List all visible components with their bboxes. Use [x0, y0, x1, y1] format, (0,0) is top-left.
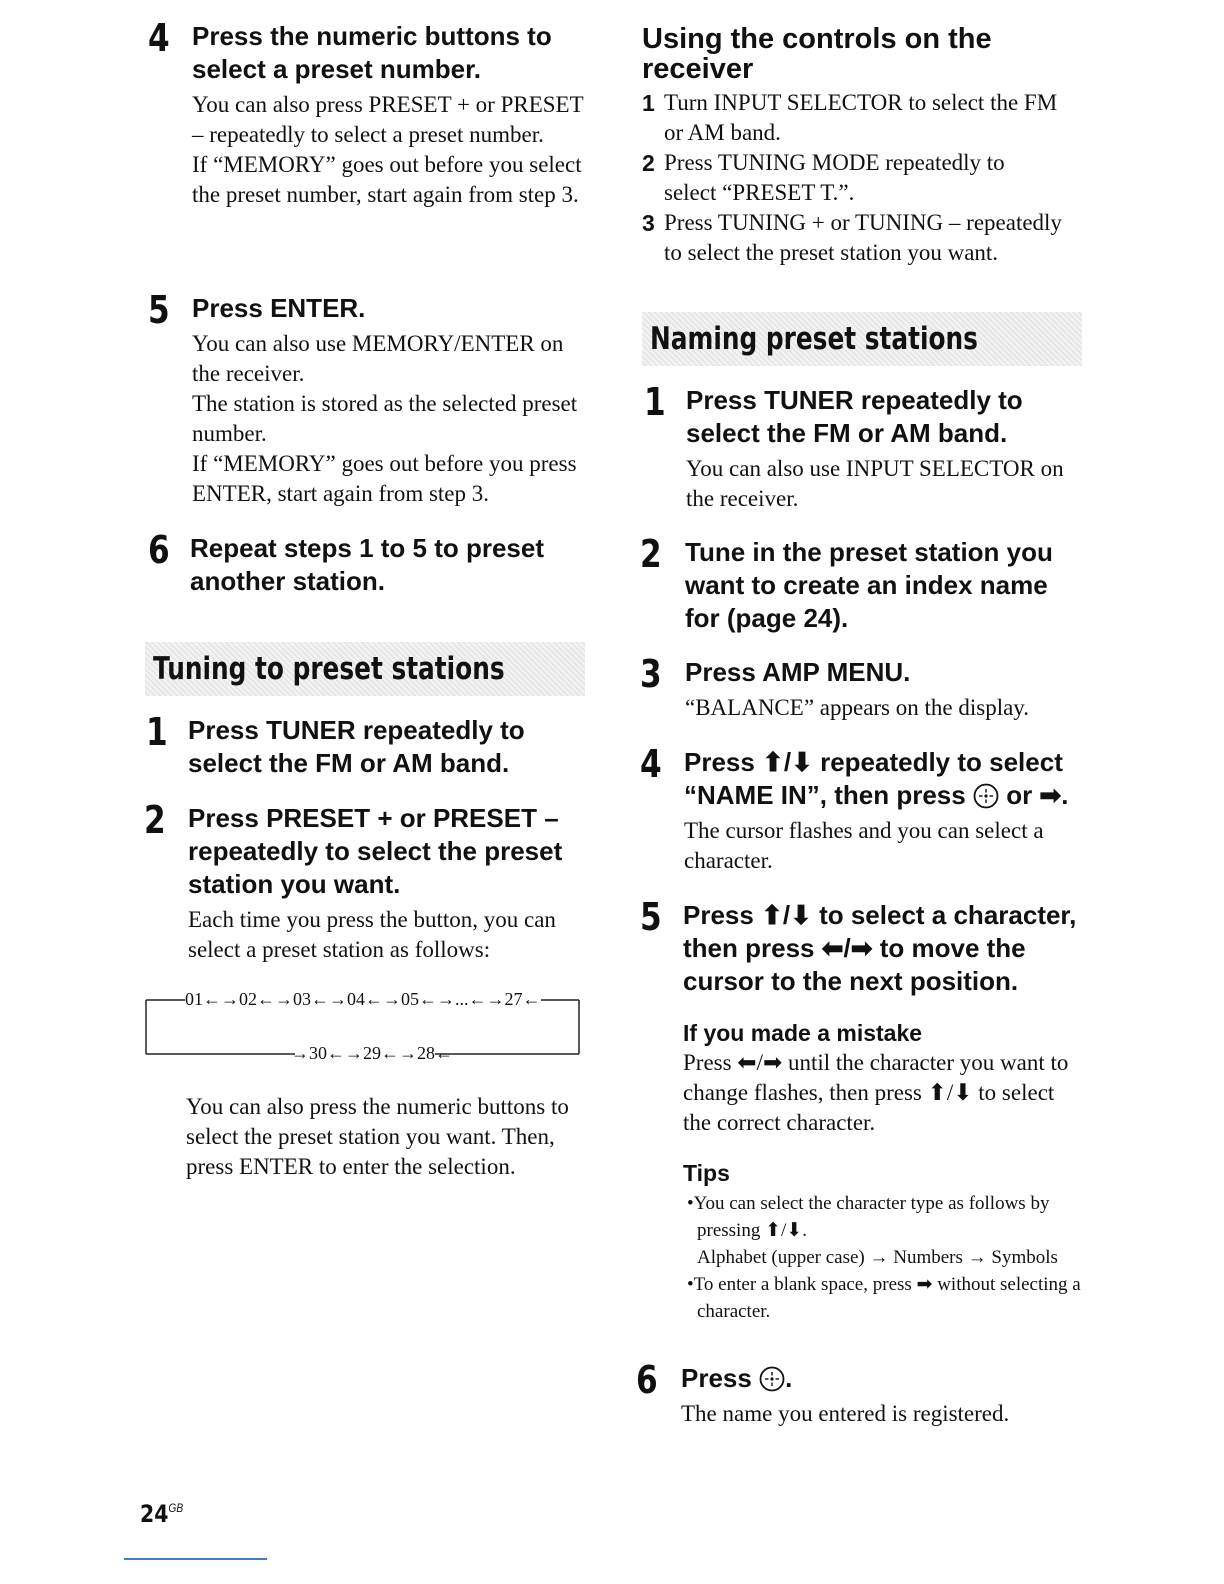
step-heading: Repeat steps 1 to 5 to preset another station. [190, 533, 544, 596]
step-heading: Press PRESET + or PRESET – repeatedly to select the preset station you want. [188, 803, 563, 899]
page-number [140, 1500, 183, 1528]
step-number: 2 [640, 532, 662, 576]
controls-step [642, 208, 1062, 268]
step-heading: Press ⬆/⬇ repeatedly to select “NAME IN”, then press [684, 747, 1063, 810]
controls-step-number: 3 [642, 210, 655, 236]
controls-step-text: Press TUNING + or TUNING – repeatedly to select the preset station you want. [664, 210, 1062, 265]
page-number-value: 24 [140, 1500, 169, 1528]
step-6 [140, 528, 590, 598]
step-number: 5 [640, 895, 662, 939]
step-heading: Press ⬆/⬇ to select a character, then press ⬅/➡ to move the cursor to the next position. [683, 900, 1077, 996]
step-text: If “MEMORY” goes out before you select the preset number, start again from step 3. [192, 152, 582, 207]
step-heading: Press [681, 1363, 752, 1393]
banner-title: Tuning to preset stations [153, 651, 505, 687]
step-number: 5 [148, 288, 170, 332]
step-heading-suffix: or ➡. [1006, 780, 1069, 810]
diagram-top-row: 01←→02←→03←→04←→05←→...←→27← [185, 989, 541, 1009]
step-number: 2 [144, 798, 166, 842]
diagram-bottom-row: →30←→29←→28← [291, 1043, 453, 1063]
step-number: 1 [146, 710, 168, 754]
footer-divider [124, 1558, 267, 1560]
controls-step-number: 2 [642, 150, 655, 176]
step-text: The station is stored as the selected preset number. [192, 391, 578, 446]
step-text: “BALANCE” appears on the display. [685, 695, 1030, 720]
tip-item: •To enter a blank space, press ➡ without selecting a character. [687, 1274, 1081, 1322]
controls-step-number: 1 [642, 90, 655, 116]
controls-step [642, 88, 1062, 148]
step-number: 4 [640, 742, 662, 786]
step-number: 6 [636, 1358, 658, 1402]
step-text: Each time you press the button, you can select a preset station as follows: [188, 907, 556, 962]
step-heading-suffix: . [785, 1363, 793, 1393]
step-text: You can also use INPUT SELECTOR on the receiver. [686, 456, 1064, 511]
naming-step-5 [636, 895, 1086, 1325]
enter-button-icon [759, 1366, 785, 1392]
controls-step-text: Turn INPUT SELECTOR to select the FM or AM band. [664, 90, 1058, 145]
step-heading: Press TUNER repeatedly to select the FM or AM band. [686, 385, 1023, 448]
step-heading: Press the numeric buttons to select a preset number. [192, 21, 552, 84]
step-heading: Tune in the preset station you want to create an index name for (page 24). [685, 537, 1053, 633]
controls-step [642, 148, 1062, 208]
step-heading: Press AMP MENU. [685, 657, 911, 687]
step-number: 6 [148, 528, 170, 572]
step-heading: Press TUNER repeatedly to select the FM or AM band. [188, 715, 525, 778]
mistake-text: Press ⬅/➡ until the character you want to change flashes, then press ⬆/⬇ to select the correct character. [683, 1050, 1069, 1135]
tip-continuation: Alphabet (upper case) → Numbers → Symbols [697, 1247, 1058, 1268]
step-number: 1 [644, 380, 666, 424]
preset-cycle-diagram [145, 988, 585, 1063]
controls-step-text: Press TUNING MODE repeatedly to select “PRESET T.”. [664, 150, 1005, 205]
step-text: If “MEMORY” goes out before you press ENTER, start again from step 3. [192, 451, 577, 506]
tuning-step-2 [140, 798, 590, 965]
step-5 [140, 288, 590, 509]
tips-heading: Tips [683, 1160, 730, 1186]
step-4 [140, 16, 590, 210]
step-text: You can also press PRESET + or PRESET – repeatedly to select a preset number. [192, 92, 584, 147]
section-banner-naming [642, 312, 1082, 366]
banner-title: Naming preset stations [650, 321, 978, 357]
step-text: The cursor flashes and you can select a character. [684, 818, 1044, 873]
step-number: 3 [640, 652, 662, 696]
tuning-step-1 [140, 710, 590, 780]
naming-step-6 [636, 1358, 1086, 1429]
enter-button-icon [973, 783, 999, 809]
section-heading: Using the controls on the receiver [642, 23, 992, 85]
page-suffix: GB [168, 1501, 184, 1515]
naming-step-2 [636, 532, 1086, 635]
step-text: The name you entered is registered. [681, 1401, 1010, 1426]
naming-step-1 [636, 380, 1086, 514]
step-heading: Press ENTER. [192, 293, 366, 323]
after-diagram-text: You can also press the numeric buttons to select the preset station you want. Then, press ENTER to enter the selection. [186, 1094, 569, 1179]
tip-item: •You can select the character type as follows by pressing ⬆/⬇. [687, 1193, 1050, 1241]
step-text: You can also use MEMORY/ENTER on the receiver. [192, 331, 564, 386]
section-banner-tuning [145, 642, 585, 696]
controls-section [642, 24, 1062, 268]
mistake-heading: If you made a mistake [683, 1020, 923, 1046]
naming-step-4 [636, 742, 1086, 876]
step-number: 4 [148, 16, 170, 60]
naming-step-3 [636, 652, 1086, 723]
